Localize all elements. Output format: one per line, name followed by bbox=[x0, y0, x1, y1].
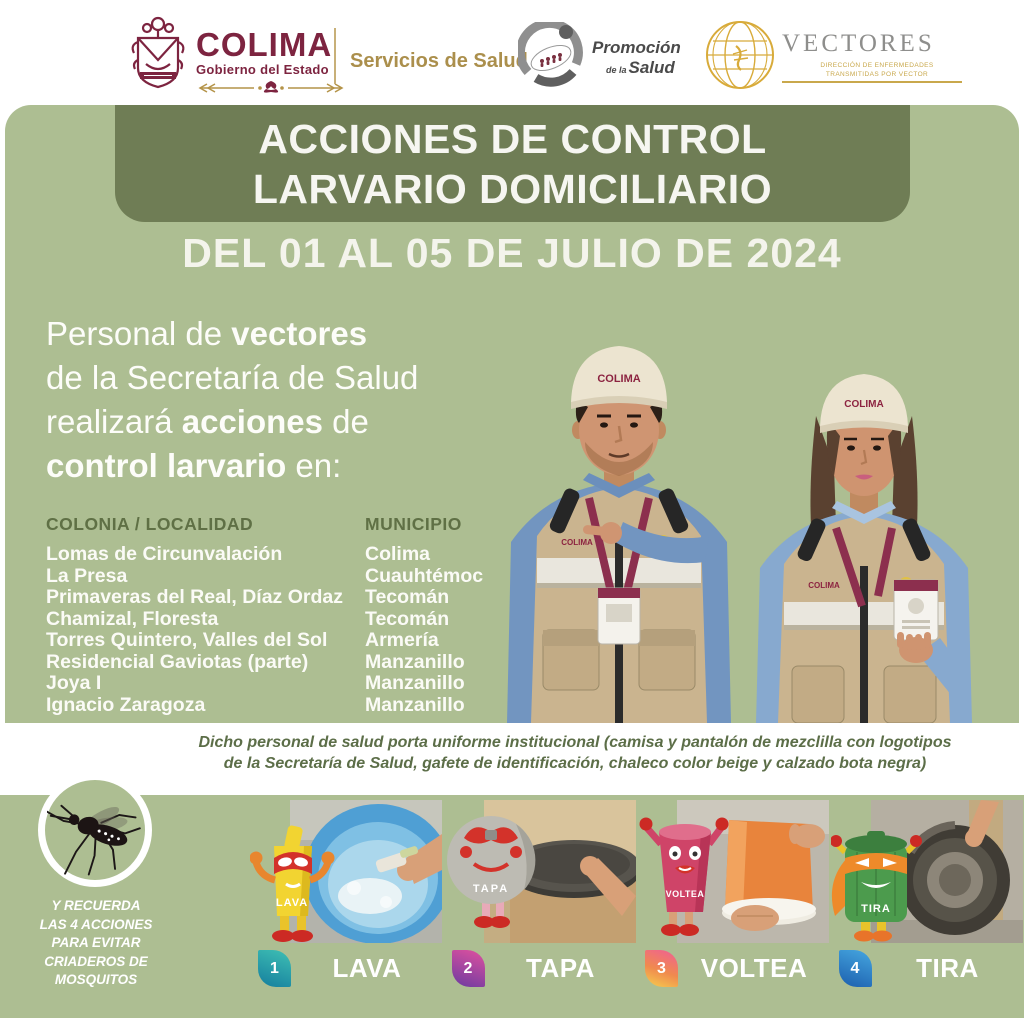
uniform-note bbox=[160, 732, 990, 774]
intro-line-3: realizará acciones de bbox=[46, 403, 369, 440]
colima-crest-icon bbox=[128, 14, 188, 92]
promocion-line2a: de la bbox=[606, 65, 627, 75]
vectores-underline bbox=[782, 81, 962, 83]
uniform-note-line-2: de la Secretaría de Salud, gafete de identificación, chaleco color beige y calzado bota negra) bbox=[223, 755, 927, 772]
date-range: DEL 01 AL 05 DE JULIO DE 2024 bbox=[182, 230, 842, 276]
svg-text:LAVA: LAVA bbox=[275, 897, 309, 909]
mosquito-badge bbox=[38, 773, 152, 887]
action-4-number-badge: 4 bbox=[839, 950, 872, 987]
promocion-salud-wordmark bbox=[592, 38, 681, 78]
promocion-line2b: Salud bbox=[628, 58, 675, 77]
svg-text:TAPA: TAPA bbox=[472, 883, 509, 895]
vectores-wordmark bbox=[782, 30, 972, 83]
table-row: Primaveras del Real, Díaz Ordaz Tecomán bbox=[46, 586, 450, 608]
intro-line-1: Personal de vectores bbox=[46, 315, 368, 352]
svg-text:COLIMA: COLIMA bbox=[561, 538, 593, 547]
table-row: Lomas de Circunvalación Colima bbox=[46, 543, 431, 565]
promocion-salud-icon bbox=[518, 22, 584, 88]
svg-text:TIRA: TIRA bbox=[860, 903, 891, 915]
title-line-1: ACCIONES DE CONTROL bbox=[258, 115, 767, 162]
action-2-number-badge: 2 bbox=[452, 950, 485, 987]
vectores-globe-icon bbox=[703, 18, 777, 92]
header-divider bbox=[334, 28, 336, 84]
table-row: Chamizal, Floresta Tecomán bbox=[46, 607, 450, 630]
worker-man bbox=[507, 346, 731, 723]
actions-row bbox=[250, 800, 1022, 1015]
action-4-label: TIRA bbox=[916, 953, 979, 983]
colima-wordmark bbox=[196, 28, 332, 77]
svg-text:COLIMA: COLIMA bbox=[808, 581, 840, 590]
action-tapa bbox=[444, 800, 636, 1015]
servicios-de-salud-label: Servicios de Salud bbox=[350, 50, 528, 72]
uniform-note-line-1: Dicho personal de salud porta uniforme institucional (camisa y pantalón de mezclilla con logotipos bbox=[198, 734, 952, 751]
vectores-subtitle-2: TRANSMITIDAS POR VECTOR bbox=[825, 70, 929, 78]
svg-text:VOLTEA: VOLTEA bbox=[665, 889, 705, 899]
colima-subtitle: Gobierno del Estado bbox=[196, 62, 329, 77]
intro-paragraph bbox=[46, 312, 418, 488]
worker-woman bbox=[756, 374, 972, 723]
table-row: La Presa Cuauhtémoc bbox=[46, 564, 484, 587]
intro-line-4: control larvario en: bbox=[46, 447, 342, 484]
intro-line-2: de la Secretaría de Salud bbox=[46, 359, 419, 396]
vectores-subtitle-1: DIRECCIÓN DE ENFERMEDADES bbox=[820, 62, 934, 69]
colima-ornament-icon bbox=[196, 80, 346, 96]
action-2-label: TAPA bbox=[526, 953, 595, 983]
tira-photo bbox=[831, 800, 1023, 945]
action-3-label: VOLTEA bbox=[700, 953, 808, 983]
table-row: Joya I Manzanillo bbox=[46, 672, 465, 694]
action-lava bbox=[250, 800, 442, 1015]
vectores-title: VECTORES bbox=[782, 30, 935, 57]
action-1-label: LAVA bbox=[332, 953, 402, 983]
title-line-2: LARVARIO DOMICILIARIO bbox=[252, 165, 773, 212]
reminder-text: Y RECUERDA LAS 4 ACCIONES PARA EVITAR CRIADEROS DE MOSQUITOS bbox=[39, 898, 153, 987]
col-header-colonia: COLONIA / LOCALIDAD bbox=[46, 514, 254, 534]
title-banner bbox=[115, 105, 910, 222]
mosquito-icon bbox=[47, 782, 143, 878]
action-3-number-badge: 3 bbox=[645, 950, 678, 987]
tapa-photo bbox=[444, 800, 636, 945]
action-1-number-badge: 1 bbox=[258, 950, 291, 987]
colima-title: COLIMA bbox=[196, 26, 333, 63]
table-row: Torres Quintero, Valles del Sol Armería bbox=[46, 629, 439, 651]
action-voltea bbox=[637, 800, 829, 1015]
promocion-line1: Promoción bbox=[592, 38, 681, 57]
table-row: Residencial Gaviotas (parte) Manzanillo bbox=[46, 650, 465, 673]
voltea-photo bbox=[637, 800, 829, 945]
svg-text:COLIMA: COLIMA bbox=[597, 373, 641, 385]
col-header-municipio: MUNICIPIO bbox=[365, 514, 462, 534]
table-row: Ignacio Zaragoza Manzanillo bbox=[46, 693, 465, 716]
field-workers-photo bbox=[444, 330, 1019, 723]
lava-photo bbox=[250, 800, 442, 945]
action-tira bbox=[831, 800, 1023, 1015]
svg-text:COLIMA: COLIMA bbox=[844, 399, 884, 410]
